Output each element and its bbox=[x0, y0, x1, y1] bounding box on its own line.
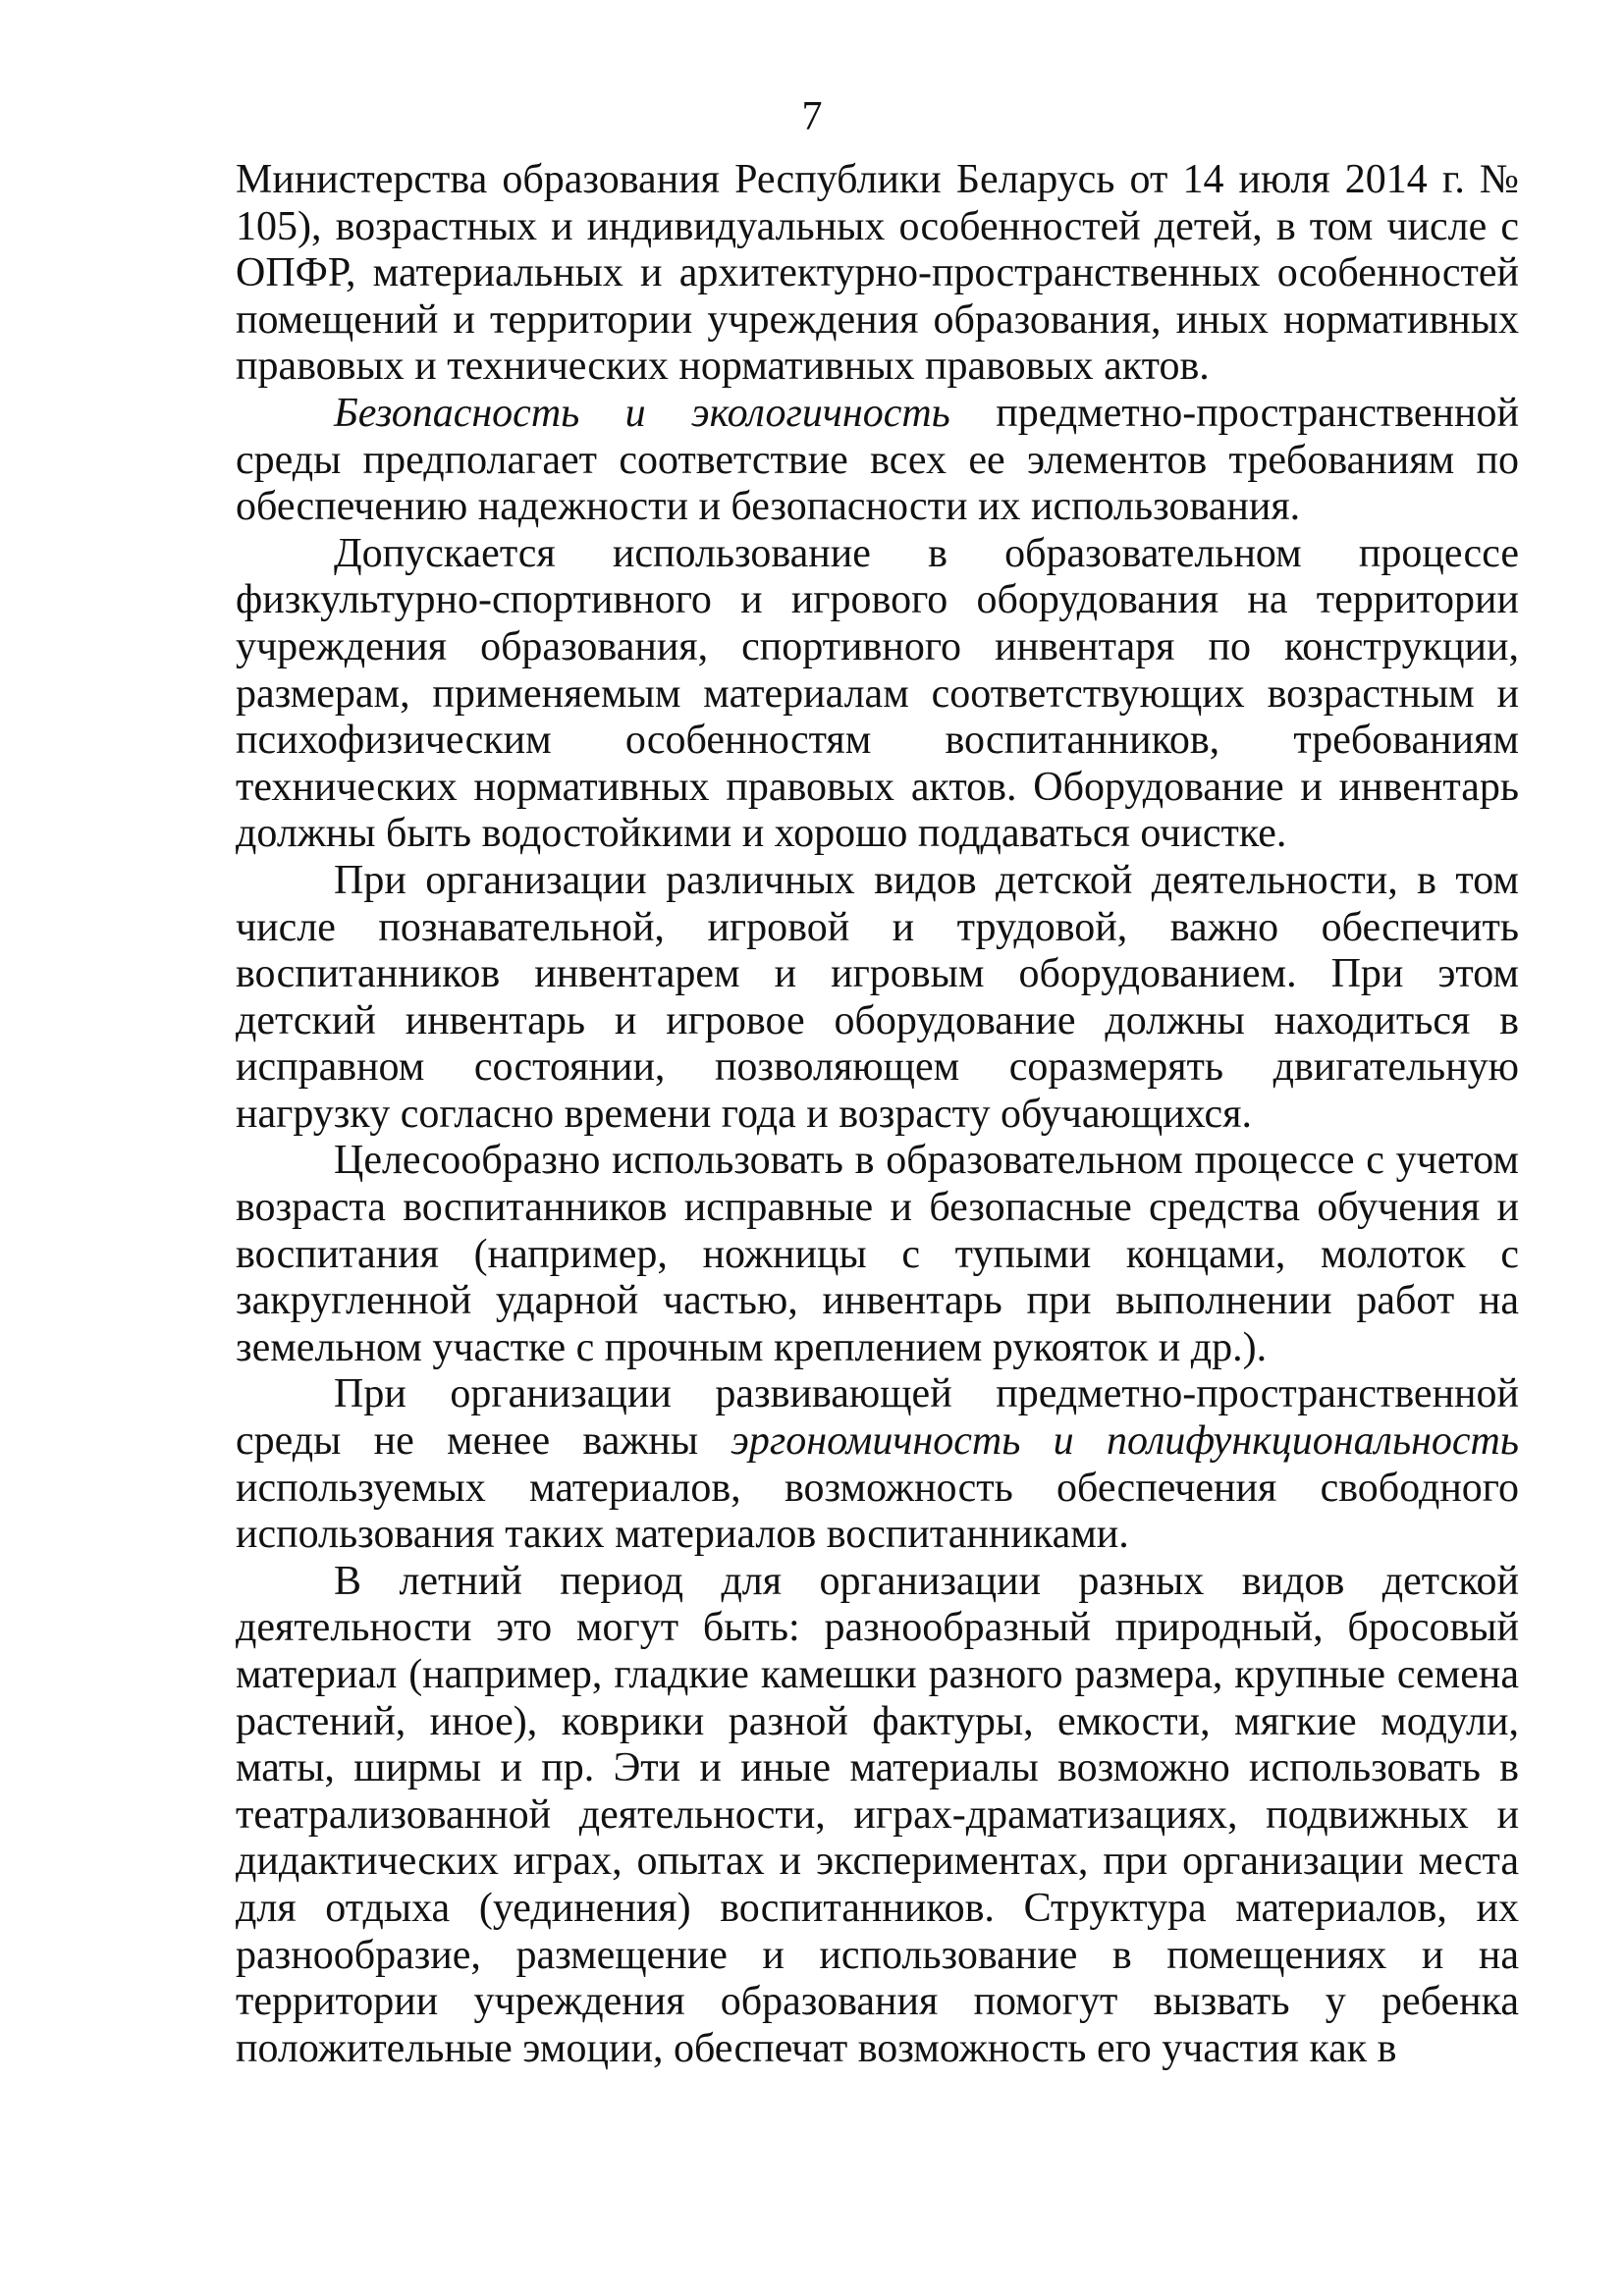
text-run: Целесообразно использовать в образовательном процессе с учетом возраста воспитанников исправные и безопасные средства обучения и воспитания (например, ножницы с тупыми концами, молоток с закругленной ударной частью, инвентарь при выполнении работ на земельном участке с прочным креплением рукояток и др.). bbox=[236, 1138, 1519, 1370]
paragraph bbox=[236, 391, 1519, 531]
italic-term: эргономичность и полифункциональность bbox=[731, 1418, 1519, 1465]
text-run: При организации развивающей предметно-пространственной среды не менее важны bbox=[236, 1371, 1519, 1465]
document-body bbox=[236, 157, 1519, 2072]
text-run: Министерства образования Республики Беларусь от 14 июля 2014 г. № 105), возрастных и индивидуальных особенностей детей, в том числе с ОПФР, материальных и архитектурно-пространственных особенностей помещений и территории учреждения образования, иных нормативных правовых и технических нормативных правовых актов. bbox=[236, 157, 1519, 390]
text-run: предметно-пространственной среды предполагает соответствие всех ее элементов требованиям по обеспечению надежности и безопасности их использования. bbox=[236, 390, 1519, 530]
paragraph bbox=[236, 157, 1519, 391]
italic-term: Безопасность и экологичность bbox=[334, 390, 950, 436]
paragraph bbox=[236, 1371, 1519, 1558]
paragraph bbox=[236, 858, 1519, 1139]
paragraph bbox=[236, 531, 1519, 858]
page-number: 7 bbox=[801, 94, 823, 139]
text-run: Допускается использование в образовательном процессе физкультурно-спортивного и игрового оборудования на территории учреждения образования, спортивного инвентаря по конструкции, размерам, применяемым материалам соответствующих возрастным и психофизическим особенностям воспитанников, требованиям технических нормативных правовых актов. Оборудование и инвентарь должны быть водостойкими и хорошо поддаваться очистке. bbox=[236, 530, 1519, 857]
text-run: В летний период для организации разных видов детской деятельности это могут быть: разнообразный природный, бросовый материал (например, гладкие камешки разного размера, крупные семена растений, иное), коврики разной фактуры, емкости, мягкие модули, маты, ширмы и пр. Эти и иные материалы возможно использовать в театрализованной деятельности, играх-драматизациях, подвижных и дидактических играх, опытах и экспериментах, при организации места для отдыха (уединения) воспитанников. Структура материалов, их разнообразие, размещение и использование в помещениях и на территории учреждения образования помогут вызвать у ребенка положительные эмоции, обеспечат возможность его участия как в bbox=[236, 1558, 1519, 2071]
text-run: При организации различных видов детской деятельности, в том числе познавательной, игровой и трудовой, важно обеспечить воспитанников инвентарем и игровым оборудованием. При этом детский инвентарь и игровое оборудование должны находиться в исправном состоянии, позволяющем соразмерять двигательную нагрузку согласно времени года и возрасту обучающихся. bbox=[236, 857, 1519, 1137]
paragraph bbox=[236, 1138, 1519, 1371]
paragraph bbox=[236, 1559, 1519, 2073]
text-run: используемых материалов, возможность обеспечения свободного использования таких материалов воспитанниками. bbox=[236, 1465, 1519, 1558]
